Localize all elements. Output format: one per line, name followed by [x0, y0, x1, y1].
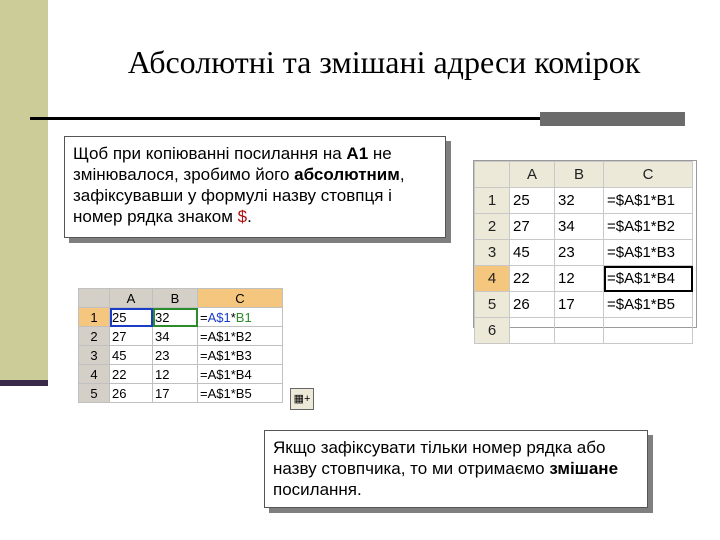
spreadsheet-absolute-table: [474, 161, 693, 344]
callout2-bold: змішане: [549, 459, 619, 478]
autofill-options-icon[interactable]: ▦+: [290, 388, 314, 410]
cell-c[interactable]: =A$1*B5: [198, 384, 283, 403]
callout1-text3: , зафіксувавши у формулі назву стовпця і номер рядка знаком: [73, 165, 405, 226]
row-header[interactable]: 4: [79, 365, 110, 384]
table-row: [79, 308, 283, 327]
header-row: [475, 162, 693, 188]
spreadsheet-mixed: [78, 288, 318, 416]
row-header[interactable]: 5: [475, 292, 510, 318]
cell-c[interactable]: =$A$1*B3: [604, 240, 693, 266]
cell-a-referenced[interactable]: 25: [110, 308, 153, 327]
row-header[interactable]: 6: [475, 318, 510, 344]
col-header-c[interactable]: C: [198, 289, 283, 308]
cell-a[interactable]: 26: [110, 384, 153, 403]
cell-c[interactable]: =A$1*B2: [198, 327, 283, 346]
cell-b[interactable]: 23: [555, 240, 604, 266]
cell-b[interactable]: 12: [555, 266, 604, 292]
row-header[interactable]: 4: [475, 266, 510, 292]
table-row: [475, 318, 693, 344]
row-header[interactable]: 3: [475, 240, 510, 266]
formula-part-mul: *: [230, 309, 236, 325]
cell-b[interactable]: 23: [153, 346, 198, 365]
table-row: [475, 292, 693, 318]
slide-title: Абсолютні та змішані адреси комірок: [127, 44, 641, 80]
table-row: [79, 346, 283, 365]
row-header[interactable]: 3: [79, 346, 110, 365]
callout1-text1: Щоб при копіюванні посилання на: [73, 144, 347, 163]
col-header-b[interactable]: B: [153, 289, 198, 308]
callout1-dollar: $: [237, 207, 248, 226]
left-decor-bar-edge: [0, 380, 48, 386]
header-row: [79, 289, 283, 308]
cell-a[interactable]: 27: [110, 327, 153, 346]
row-header[interactable]: 1: [79, 308, 110, 327]
callout1-bold: абсолютним: [294, 165, 400, 184]
table-row: [79, 384, 283, 403]
table-row: [475, 266, 693, 292]
table-row: [79, 327, 283, 346]
cell-a[interactable]: 22: [110, 365, 153, 384]
callout2-text2: посилання.: [273, 480, 362, 499]
cell-a[interactable]: [510, 318, 555, 344]
col-header-a[interactable]: A: [110, 289, 153, 308]
callout1-end: .: [247, 207, 252, 226]
cell-a[interactable]: 45: [510, 240, 555, 266]
col-header-a[interactable]: A: [510, 162, 555, 188]
table-row: [475, 214, 693, 240]
table-row: [475, 188, 693, 214]
cell-a[interactable]: 27: [510, 214, 555, 240]
cell-b[interactable]: 32: [555, 188, 604, 214]
cell-b[interactable]: [555, 318, 604, 344]
callout1-text2: не змінювалося, зробимо його: [73, 144, 392, 184]
cell-b[interactable]: 17: [153, 384, 198, 403]
cell-a[interactable]: 26: [510, 292, 555, 318]
cell-c[interactable]: =$A$1*B5: [604, 292, 693, 318]
cell-b[interactable]: 17: [555, 292, 604, 318]
cell-b[interactable]: 12: [153, 365, 198, 384]
table-row: [79, 365, 283, 384]
callout-absolute: [64, 136, 446, 238]
row-header[interactable]: 5: [79, 384, 110, 403]
row-header[interactable]: 2: [475, 214, 510, 240]
row-header[interactable]: 2: [79, 327, 110, 346]
corner-cell[interactable]: [79, 289, 110, 308]
row-header[interactable]: 1: [475, 188, 510, 214]
col-header-b[interactable]: B: [555, 162, 604, 188]
cell-c[interactable]: [198, 308, 283, 327]
cell-c[interactable]: =$A$1*B2: [604, 214, 693, 240]
col-header-c[interactable]: C: [604, 162, 693, 188]
cell-a[interactable]: 45: [110, 346, 153, 365]
callout1-ref: А1: [346, 144, 369, 163]
spreadsheet-absolute: [473, 160, 697, 339]
cell-a[interactable]: 22: [510, 266, 555, 292]
cell-c[interactable]: =$A$1*B1: [604, 188, 693, 214]
cell-c-selected[interactable]: =$A$1*B4: [604, 266, 693, 292]
table-row: [475, 240, 693, 266]
cell-c[interactable]: [604, 318, 693, 344]
left-decor-bar: [0, 0, 48, 386]
cell-b[interactable]: 34: [153, 327, 198, 346]
cell-c[interactable]: =A$1*B3: [198, 346, 283, 365]
corner-cell[interactable]: [475, 162, 510, 188]
callout2-text1: Якщо зафіксувати тільки номер рядка або назву стовпчика, то ми отримаємо: [273, 438, 606, 478]
cell-c[interactable]: =A$1*B4: [198, 365, 283, 384]
formula-part-ref-a: A$1: [207, 309, 231, 325]
cell-b-referenced[interactable]: 32: [153, 308, 198, 327]
spreadsheet-mixed-table: [78, 288, 283, 403]
cell-b[interactable]: 34: [555, 214, 604, 240]
formula-part-ref-b: B1: [235, 309, 252, 325]
title-rule-accent: [540, 112, 685, 126]
callout-mixed: [264, 430, 648, 508]
cell-a[interactable]: 25: [510, 188, 555, 214]
formula-part-eq: =: [200, 309, 208, 325]
